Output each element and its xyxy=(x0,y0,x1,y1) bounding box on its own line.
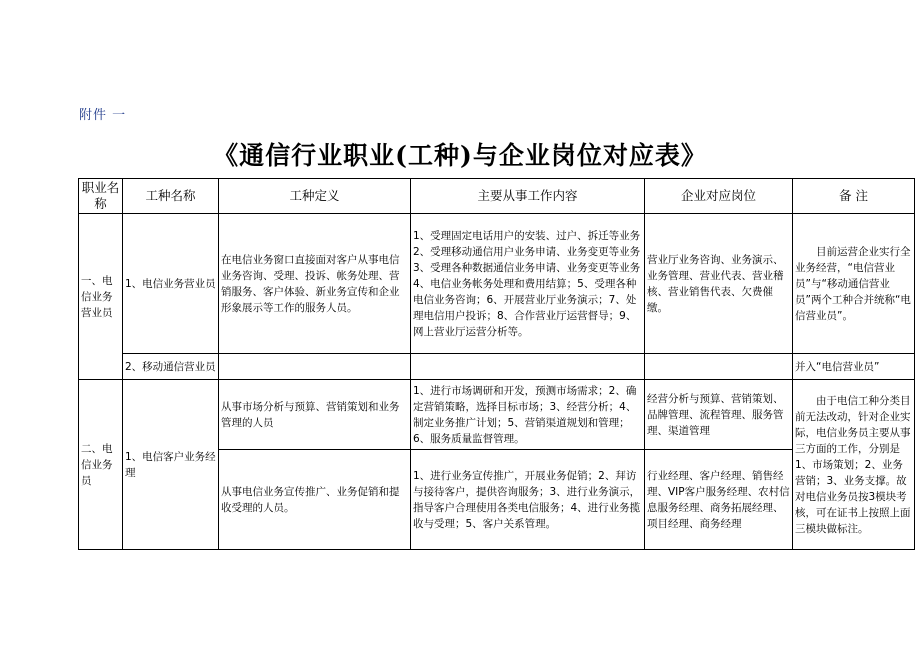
occupation-table xyxy=(78,178,915,550)
trade-cell: 1、电信客户业务经理 xyxy=(123,380,219,550)
work-cell: 1、受理固定电话用户的安装、过户、拆迁等业务2、受理移动通信用户业务申请、业务变更等业务3、受理各种数据通信业务申请、业务变更等业务4、电信业务帐务处理和费用结算；5、受理各种电信业务咨询；6、开展营业厅业务演示；7、处理电信用户投诉；8、合作营业厅运营督导；9、网上营业厅运营分析等。 xyxy=(411,214,645,354)
occupation-cell: 二、电信业务员 xyxy=(79,380,123,550)
definition-cell: 从事市场分析与预算、营销策划和业务管理的人员 xyxy=(219,380,411,450)
occupation-cell: 一、电信业务营业员 xyxy=(79,214,123,380)
positions-cell: 经营分析与预算、营销策划、品牌管理、流程管理、服务管理、渠道管理 xyxy=(645,380,793,450)
work-cell xyxy=(411,354,645,380)
work-cell: 1、进行业务宣传推广，开展业务促销；2、拜访与接待客户，提供咨询服务；3、进行业务演示，指导客户合理使用各类电信服务；4、进行业务揽收与受理；5、客户关系管理。 xyxy=(411,450,645,550)
trade-cell: 1、电信业务营业员 xyxy=(123,214,219,354)
positions-cell xyxy=(645,354,793,380)
table-row xyxy=(79,214,915,354)
page-title: 《通信行业职业(工种)与企业岗位对应表》 xyxy=(213,141,707,170)
positions-cell: 行业经理、客户经理、销售经理、VIP客户服务经理、农村信息服务经理、商务拓展经理、项目经理、商务经理 xyxy=(645,450,793,550)
remark-cell: 由于电信工种分类目前无法改动，针对企业实际，电信业务员主要从事三方面的工作，分别是1、市场策划；2、业务营销；3、业务支撑。故对电信业务员按3模块考核，可在证书上按照上面三模块做标注。 xyxy=(793,380,915,550)
remark-cell: 目前运营企业实行全业务经营，“电信营业员”与“移动通信营业员”两个工种合并统称“电信营业员”。 xyxy=(793,214,915,354)
attachment-label: 附件 一 xyxy=(79,108,127,123)
definition-cell xyxy=(219,354,411,380)
definition-cell: 从事电信业务宣传推广、业务促销和提收受理的人员。 xyxy=(219,450,411,550)
col-trade-header: 工种名称 xyxy=(123,179,219,214)
definition-cell: 在电信业务窗口直接面对客户从事电信业务咨询、受理、投诉、帐务处理、营销服务、客户体验、新业务宣传和企业形象展示等工作的服务人员。 xyxy=(219,214,411,354)
col-remark-header: 备 注 xyxy=(793,179,915,214)
col-positions-header: 企业对应岗位 xyxy=(645,179,793,214)
col-occupation-header: 职业名称 xyxy=(79,179,123,214)
table-header-row xyxy=(79,179,915,214)
table-row xyxy=(79,380,915,450)
positions-cell: 营业厅业务咨询、业务演示、业务管理、营业代表、营业稽核、营业销售代表、欠费催缴。 xyxy=(645,214,793,354)
work-cell: 1、进行市场调研和开发，预测市场需求；2、确定营销策略，选择目标市场；3、经营分析；4、制定业务推广计划；5、营销渠道规划和管理；6、服务质量监督管理。 xyxy=(411,380,645,450)
col-work-header: 主要从事工作内容 xyxy=(411,179,645,214)
col-definition-header: 工种定义 xyxy=(219,179,411,214)
remark-cell: 并入“电信营业员” xyxy=(793,354,915,380)
trade-cell: 2、移动通信营业员 xyxy=(123,354,219,380)
table-row xyxy=(79,354,915,380)
